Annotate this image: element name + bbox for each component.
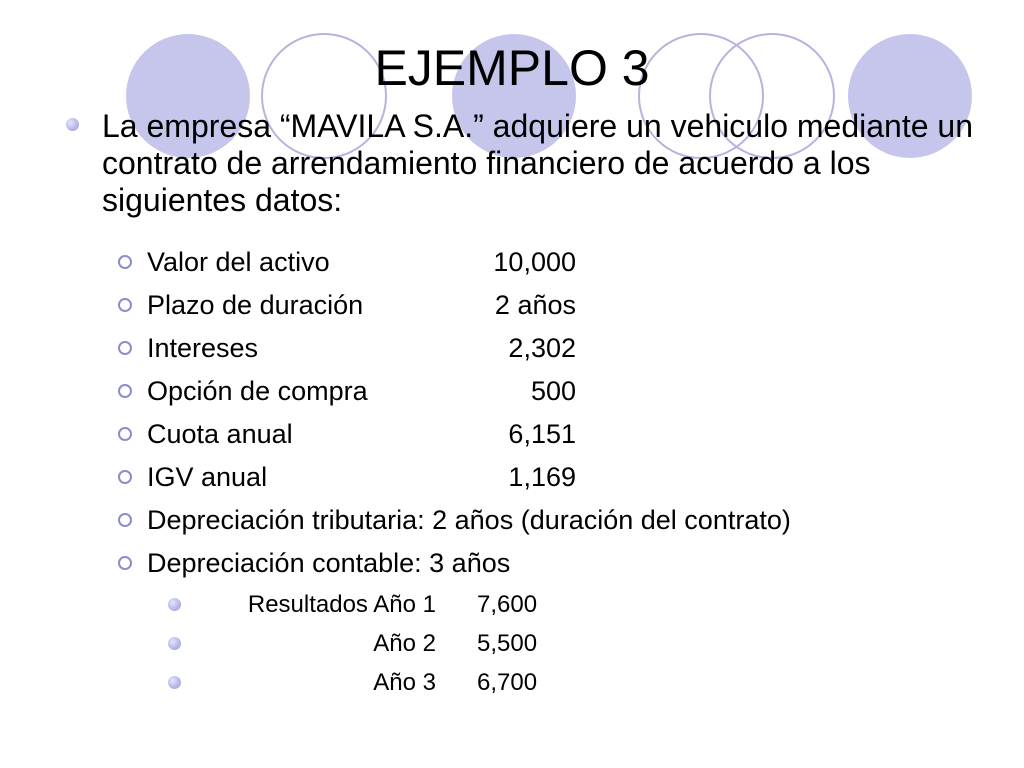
- item-label: Plazo de duración: [147, 290, 364, 320]
- bullet-icon: [168, 598, 181, 611]
- data-item: [0, 373, 1024, 409]
- outline-bullet-icon: [118, 298, 132, 312]
- outline-bullet-icon: [118, 384, 132, 398]
- result-value: 6,700: [477, 669, 538, 696]
- item-label: Intereses: [147, 333, 259, 363]
- item-label: Cuota anual: [147, 419, 293, 449]
- item-value: 2,302: [508, 333, 576, 363]
- data-item: [0, 287, 1024, 323]
- item-value: 10,000: [493, 247, 576, 277]
- item-value: 6,151: [508, 419, 576, 449]
- result-label: Resultados Año 1: [247, 591, 436, 618]
- item-label: IGV anual: [147, 462, 268, 492]
- item-label: Depreciación tributaria: 2 años (duración del contrato): [147, 505, 791, 535]
- outline-bullet-icon: [118, 427, 132, 441]
- item-value: 500: [530, 376, 576, 406]
- data-item: [0, 330, 1024, 366]
- outline-bullet-icon: [118, 341, 132, 355]
- result-value: 5,500: [477, 630, 538, 657]
- data-item: [0, 416, 1024, 452]
- outline-bullet-icon: [118, 556, 132, 570]
- item-value: 2 años: [494, 290, 576, 320]
- outline-bullet-icon: [118, 470, 132, 484]
- result-value: 7,600: [477, 591, 538, 618]
- bullet-icon: [66, 118, 79, 131]
- result-item: [0, 666, 1024, 700]
- result-label: Año 2: [373, 630, 436, 657]
- intro-paragraph: La empresa “MAVILA S.A.” adquiere un vehiculo mediante un contrato de arrendamiento financiero de acuerdo a los siguientes datos:: [102, 108, 974, 218]
- item-value: 1,169: [508, 462, 576, 492]
- data-item: [0, 459, 1024, 495]
- data-item: [0, 502, 1024, 538]
- item-label: Opción de compra: [147, 376, 368, 406]
- item-label: Depreciación contable: 3 años: [147, 548, 511, 578]
- outline-bullet-icon: [118, 513, 132, 527]
- result-label: Año 3: [373, 669, 436, 696]
- bullet-icon: [168, 676, 181, 689]
- result-item: [0, 588, 1024, 622]
- data-item: [0, 244, 1024, 280]
- slide-title: EJEMPLO 3: [374, 40, 650, 96]
- outline-bullet-icon: [118, 255, 132, 269]
- item-label: Valor del activo: [147, 247, 330, 277]
- data-item: [0, 545, 1024, 581]
- result-item: [0, 627, 1024, 661]
- bullet-icon: [168, 637, 181, 650]
